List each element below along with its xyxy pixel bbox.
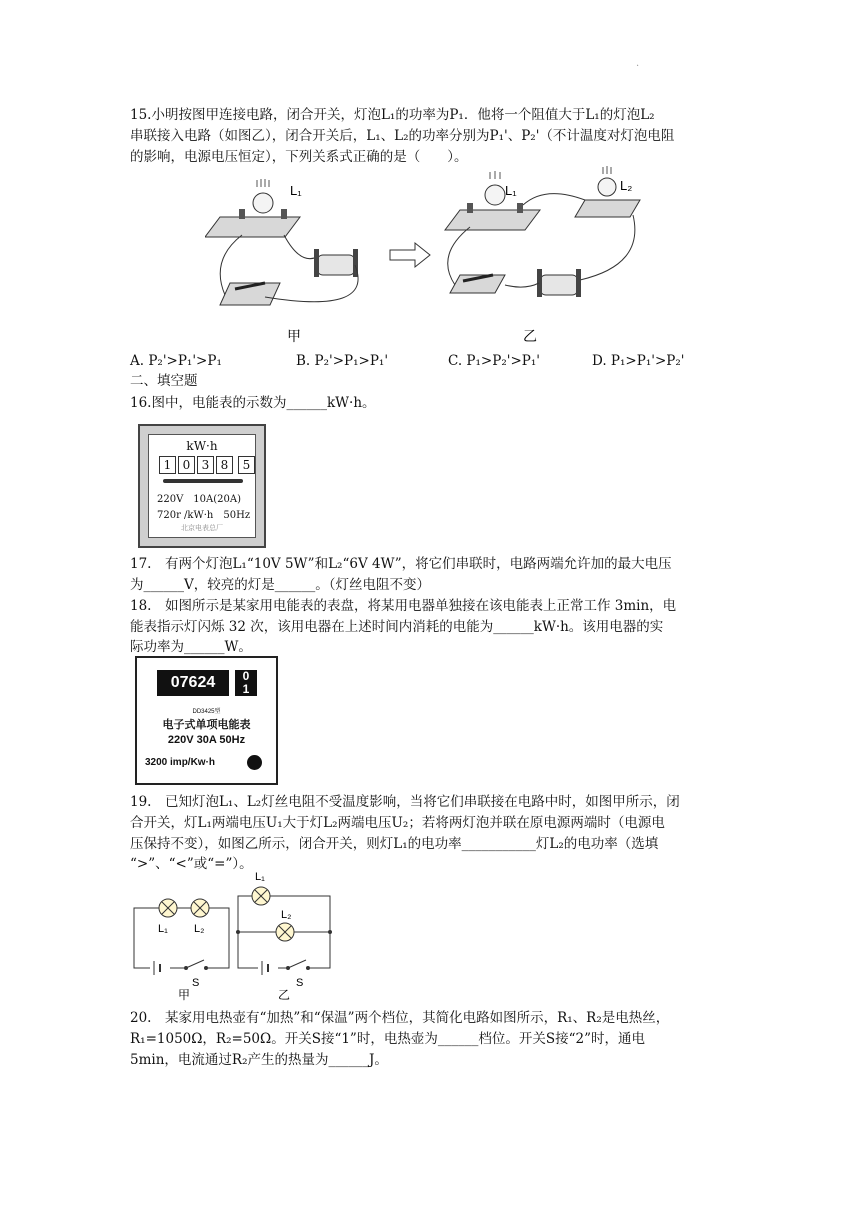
q19b-l1: L₁ — [255, 871, 265, 883]
q15-label-l1-b: L₁ — [505, 183, 517, 198]
q16-meter — [138, 424, 266, 548]
q18-meter-reading: 07624 — [157, 670, 229, 696]
q15-label-l2: L₂ — [620, 178, 633, 193]
q15-bulb-right-1 — [485, 185, 505, 205]
q18-line-1: 18. 如图所示是某家用电能表的表盘，将某用电器单独接在该电能表上正常工作 3min，电 — [130, 598, 677, 614]
q15-line-1: 15.小明按图甲连接电路，闭合开关，灯泡L₁的功率为P₁．他将一个阻值大于L₁的灯泡L₂ — [130, 107, 655, 123]
q16-meter-face — [148, 434, 256, 538]
section-title: 二、填空题 — [130, 373, 198, 389]
q15-caption-b: 乙 — [523, 328, 537, 344]
q18-meter — [135, 656, 278, 785]
q16-meter-unit: kW·h — [186, 439, 218, 453]
q19b-switch: S — [296, 977, 304, 989]
q16-meter-maker: 北京电表总厂 — [181, 524, 223, 532]
q19b-l2: L₂ — [281, 909, 292, 921]
q18-line-3: 际功率为______W。 — [130, 639, 252, 655]
q18-decimal-top: 0 — [242, 669, 250, 683]
q19-line-3: 压保持不变），如图乙所示，闭合开关，则灯L₁的电功率___________灯L₂的电功率（选填 — [130, 836, 659, 852]
q19-circuit-b — [236, 871, 332, 1002]
q15-battery-left — [317, 255, 355, 275]
q19a-switch: S — [192, 977, 200, 989]
q15-caption-a: 甲 — [287, 328, 301, 344]
q18-meter-imp: 3200 imp/Kw·h — [145, 757, 216, 768]
q15-option-d: D. P₁>P₁'>P₂' — [592, 353, 685, 369]
q16-digit: 3 — [197, 456, 214, 474]
q18-meter-name: 电子式单项电能表 — [162, 719, 251, 731]
q15-circuit-figure — [205, 165, 645, 350]
q15-option-c: C. P₁>P₂'>P₁' — [448, 353, 540, 369]
q16-digit: 8 — [216, 456, 233, 474]
q15-board-right-1 — [445, 210, 540, 230]
right-arrow-icon — [390, 243, 430, 267]
q16-meter-digits — [159, 456, 255, 474]
q19-circuit-a — [134, 899, 229, 1002]
q15-option-b: B. P₂'>P₁>P₁' — [296, 353, 389, 369]
q15-line-2: 串联接入电路（如图乙），闭合开关后，L₁、L₂的功率分别为P₁'、P₂'（不计温度对灯泡电阻 — [130, 128, 675, 144]
q15-board-left — [205, 217, 300, 237]
q15-option-a: A. P₂'>P₁'>P₁ — [130, 353, 222, 369]
q15-battery-right — [540, 275, 578, 295]
q15-label-l1-a: L₁ — [290, 183, 302, 198]
q19-line-1: 19. 已知灯泡L₁、L₂灯丝电阻不受温度影响，当将它们串联接在电路中时，如图甲所示，闭 — [130, 794, 680, 810]
q19-line-2: 合开关，灯L₁两端电压U₁大于灯L₂两端电压U₂；若将两灯泡并联在原电源两端时（电源电 — [130, 815, 665, 831]
q19a-l2: L₂ — [194, 923, 205, 935]
q16-digit: 0 — [178, 456, 195, 474]
q15-line-3: 的影响，电源电压恒定），下列关系式正确的是（ ）。 — [130, 149, 468, 165]
q18-meter-model: DD3425型 — [192, 709, 221, 715]
q18-decimal-bottom: 1 — [242, 682, 250, 696]
q18-meter-decimal — [235, 670, 257, 696]
page-dot: . — [636, 58, 640, 69]
q16-meter-spec2: 720r /kW·h 50Hz — [157, 510, 251, 521]
q18-meter-spec: 220V 30A 50Hz — [167, 734, 246, 746]
q19a-caption: 甲 — [178, 988, 191, 1002]
q20-line-1: 20. 某家用电热壶有“加热”和“保温”两个档位，其简化电路如图所示，R₁、R₂是电热丝， — [130, 1010, 670, 1026]
q20-line-3: 5min，电流通过R₂产生的热量为______J。 — [130, 1052, 388, 1068]
q18-line-2: 能表指示灯闪烁 32 次，该用电器在上述时间内消耗的电能为______kW·h。该用电器的实 — [130, 619, 664, 635]
q16-meter-spec1: 220V 10A(20A) — [157, 494, 242, 505]
q16-digit: 1 — [159, 456, 176, 474]
q16-digit-decimal: 5 — [238, 456, 255, 474]
q17-line-2: 为______V，较亮的灯是______。（灯丝电阻不变） — [130, 577, 430, 593]
q16-meter-disc — [163, 479, 243, 483]
q19a-l1: L₁ — [158, 923, 168, 935]
q16-text: 16.图中，电能表的示数为______kW·h。 — [130, 395, 376, 411]
q20-line-2: R₁=1050Ω，R₂=50Ω。开关S接“1”时，电热壶为______档位。开关S接“2”时，通电 — [130, 1031, 645, 1047]
q17-line-1: 17. 有两个灯泡L₁“10V 5W”和L₂“6V 4W”，将它们串联时，电路两端允许加的最大电压 — [130, 556, 672, 572]
q15-bulb-left — [253, 193, 273, 213]
q15-bulb-right-2 — [598, 178, 616, 196]
q19-line-4: “>”、“<”或“=”）。 — [130, 856, 253, 872]
q19-circuits — [128, 868, 343, 1003]
q18-indicator-light — [247, 755, 262, 770]
q15-board-right-2 — [575, 200, 640, 217]
q19b-caption: 乙 — [278, 988, 291, 1002]
